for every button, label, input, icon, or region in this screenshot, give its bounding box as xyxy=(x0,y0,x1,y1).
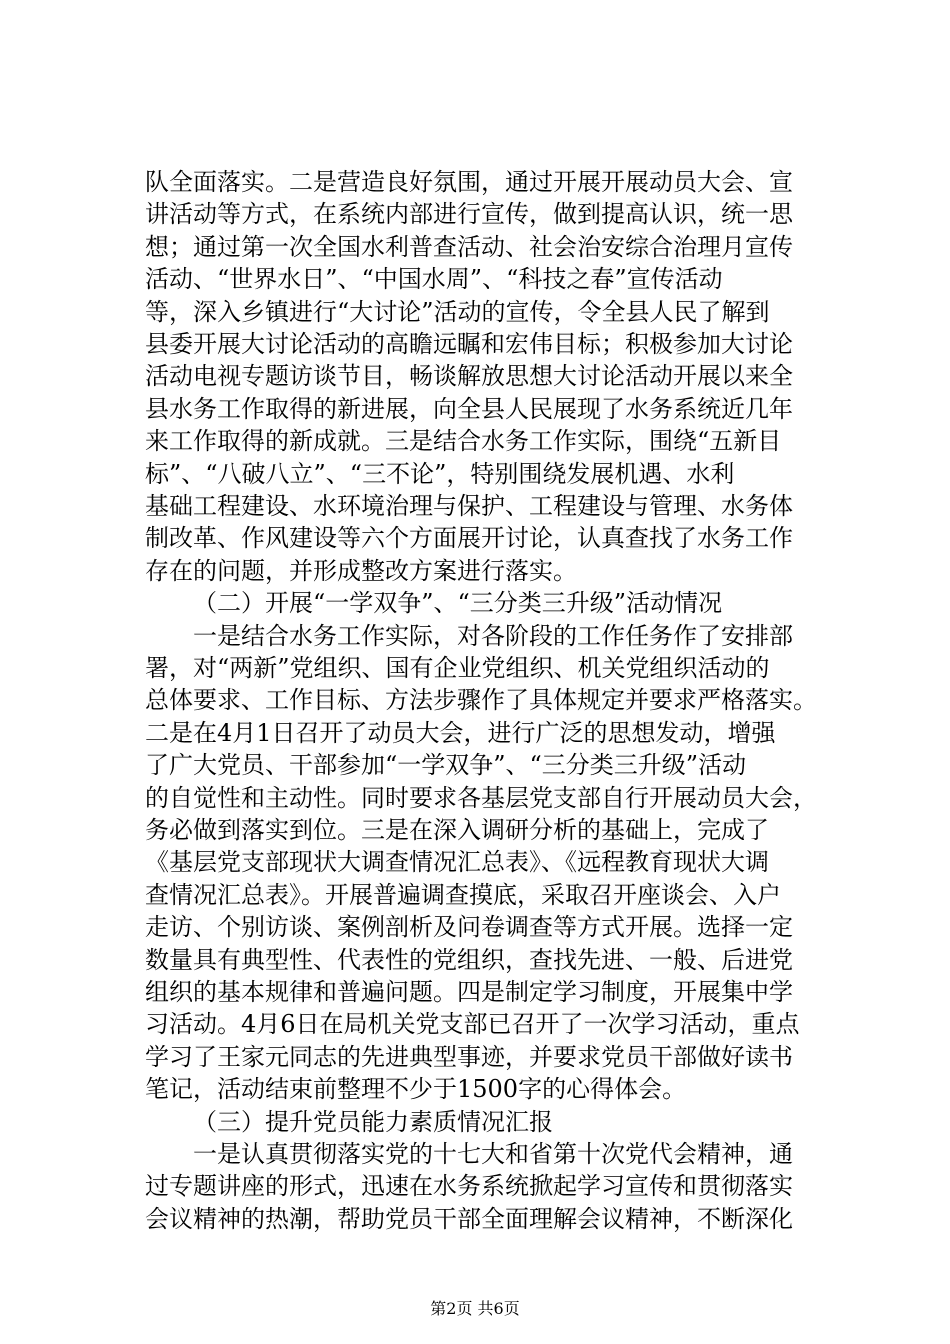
body-text-line: 二是在4月1日召开了动员大会，进行广泛的思想发动，增强 xyxy=(145,718,776,747)
body-text-line: 走访、个别访谈、案例剖析及问卷调查等方式开展。选择一定 xyxy=(145,913,793,942)
body-text-line: 会议精神的热潮，帮助党员干部全面理解会议精神，不断深化 xyxy=(145,1204,793,1233)
body-text-line: 存在的问题，并形成整改方案进行落实。 xyxy=(145,556,577,585)
body-text-line: 过专题讲座的形式，迅速在水务系统掀起学习宣传和贯彻落实 xyxy=(145,1172,793,1201)
body-text-line: 组织的基本规律和普遍问题。四是制定学习制度，开展集中学 xyxy=(145,978,793,1006)
body-text-line: 一是结合水务工作实际，对各阶段的工作任务作了安排部 xyxy=(193,621,793,650)
body-text-line: 活动、“世界水日”、“中国水周”、“科技之春”宣传活动 xyxy=(145,265,723,294)
page-footer: 第2页 共6页 xyxy=(430,1299,520,1318)
body-text-line: 等，深入乡镇进行“大讨论”活动的宣传，令全县人民了解到 xyxy=(145,297,770,326)
body-text-line: 了广大党员、干部参加“一学双争”、“三分类三升级”活动 xyxy=(145,751,747,780)
body-text-line: 务必做到落实到位。三是在深入调研分析的基础上，完成了 xyxy=(145,816,769,844)
body-text-line: 《基层党支部现状大调查情况汇总表》、《远程教育现状大调 xyxy=(145,848,769,877)
body-text-line: 县委开展大讨论活动的高瞻远瞩和宏伟目标；积极参加大讨论 xyxy=(145,330,793,358)
body-text-line: 总体要求、工作目标、方法步骤作了具体规定并要求严格落实。 xyxy=(145,686,817,715)
body-text-line: 一是认真贯彻落实党的十七大和省第十次党代会精神，通 xyxy=(193,1140,793,1168)
body-text-line: 队全面落实。二是营造良好氛围，通过开展开展动员大会、宣 xyxy=(145,168,793,196)
body-text-line: 数量具有典型性、代表性的党组织，查找先进、一般、后进党 xyxy=(145,945,793,974)
body-text-line: 标”、“八破八立”、“三不论”，特别围绕发展机遇、水利 xyxy=(145,459,735,488)
body-text-line: 活动电视专题访谈节目，畅谈解放思想大讨论活动开展以来全 xyxy=(145,362,793,391)
section-heading-3: （三）提升党员能力素质情况汇报 xyxy=(193,1107,553,1136)
body-text-line: 查情况汇总表》。开展普遍调查摸底，采取召开座谈会、入户 xyxy=(145,880,781,909)
body-text-line: 讲活动等方式，在系统内部进行宣传，做到提高认识，统一思 xyxy=(145,200,793,229)
body-text-line: 署，对“两新”党组织、国有企业党组织、机关党组织活动的 xyxy=(145,654,770,682)
section-heading-2: （二）开展“一学双争”、“三分类三升级”活动情况 xyxy=(193,589,723,618)
body-text-line: 县水务工作取得的新进展，向全县人民展现了水务系统近几年 xyxy=(145,394,793,423)
body-text-line: 习活动。4月6日在局机关党支部已召开了一次学习活动，重点 xyxy=(145,1010,800,1039)
body-text-line: 制改革、作风建设等六个方面展开讨论，认真查找了水务工作 xyxy=(145,524,793,553)
body-text-line: 想；通过第一次全国水利普查活动、社会治安综合治理月宣传 xyxy=(145,232,793,261)
body-text-line: 来工作取得的新成就。三是结合水务工作实际，围绕“五新目 xyxy=(145,427,782,456)
body-text-line: 基础工程建设、水环境治理与保护、工程建设与管理、水务体 xyxy=(145,492,793,520)
body-text-line: 的自觉性和主动性。同时要求各基层党支部自行开展动员大会， xyxy=(145,783,817,812)
body-text-line: 笔记，活动结束前整理不少于1500字的心得体会。 xyxy=(145,1075,687,1104)
body-text-line: 学习了王家元同志的先进典型事迹，并要求党员干部做好读书 xyxy=(145,1042,793,1071)
